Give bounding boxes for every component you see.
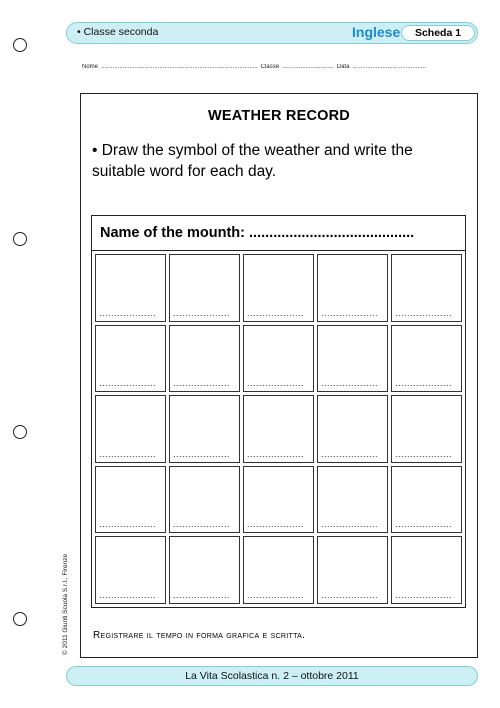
day-word-line[interactable]: ................... bbox=[247, 378, 305, 389]
class-field-label: Classe bbox=[260, 64, 280, 70]
day-word-line[interactable]: ................... bbox=[173, 378, 231, 389]
day-cell[interactable] bbox=[169, 325, 240, 393]
name-field[interactable]: .............................................................................................. bbox=[101, 64, 258, 70]
binder-hole-4 bbox=[13, 612, 27, 626]
day-word-line[interactable]: ................... bbox=[247, 519, 305, 530]
day-word-line[interactable]: ................... bbox=[395, 448, 453, 459]
day-cell[interactable] bbox=[243, 254, 314, 322]
day-cell[interactable] bbox=[317, 536, 388, 604]
binder-hole-3 bbox=[13, 425, 27, 439]
day-cell[interactable] bbox=[169, 536, 240, 604]
day-cell[interactable] bbox=[169, 466, 240, 534]
date-label: Data bbox=[336, 64, 350, 70]
day-word-line[interactable]: ................... bbox=[173, 519, 231, 530]
day-cell[interactable] bbox=[95, 254, 166, 322]
day-cell[interactable] bbox=[95, 466, 166, 534]
day-cell[interactable] bbox=[391, 254, 462, 322]
worksheet-footer-note: Registrare il tempo in forma grafica e scritta. bbox=[93, 630, 306, 641]
day-word-line[interactable]: ................... bbox=[395, 307, 453, 318]
month-name-field[interactable]: Name of the mounth: ......................................... bbox=[91, 215, 466, 251]
binder-hole-2 bbox=[13, 232, 27, 246]
subject-label: Inglese bbox=[352, 24, 401, 40]
day-word-line[interactable]: ................... bbox=[395, 589, 453, 600]
weather-day-grid bbox=[91, 251, 466, 608]
day-cell[interactable] bbox=[391, 325, 462, 393]
day-cell[interactable] bbox=[243, 536, 314, 604]
day-word-line[interactable]: ................... bbox=[321, 448, 379, 459]
sheet-number-badge: Scheda 1 bbox=[401, 25, 475, 41]
student-info-line bbox=[82, 64, 480, 76]
day-word-line[interactable]: ................... bbox=[321, 307, 379, 318]
day-cell[interactable] bbox=[169, 395, 240, 463]
day-word-line[interactable]: ................... bbox=[321, 589, 379, 600]
day-cell[interactable] bbox=[95, 395, 166, 463]
day-word-line[interactable]: ................... bbox=[247, 307, 305, 318]
day-cell[interactable] bbox=[95, 325, 166, 393]
day-cell[interactable] bbox=[169, 254, 240, 322]
day-cell[interactable] bbox=[317, 466, 388, 534]
day-cell[interactable] bbox=[391, 395, 462, 463]
binder-hole-1 bbox=[13, 38, 27, 52]
worksheet-instruction: • Draw the symbol of the weather and write the suitable word for each day. bbox=[92, 142, 413, 180]
header-bar bbox=[66, 22, 478, 44]
day-word-line[interactable]: ................... bbox=[247, 589, 305, 600]
day-cell[interactable] bbox=[95, 536, 166, 604]
day-cell[interactable] bbox=[391, 466, 462, 534]
class-label: • Classe seconda bbox=[77, 26, 159, 38]
day-word-line[interactable]: ................... bbox=[99, 448, 157, 459]
worksheet-frame bbox=[80, 93, 478, 658]
worksheet-title: WEATHER RECORD bbox=[208, 108, 350, 124]
day-cell[interactable] bbox=[243, 466, 314, 534]
day-word-line[interactable]: ................... bbox=[247, 448, 305, 459]
name-label: Nome bbox=[82, 64, 99, 70]
day-word-line[interactable]: ................... bbox=[395, 519, 453, 530]
day-word-line[interactable]: ................... bbox=[99, 307, 157, 318]
class-field[interactable]: ............................... bbox=[282, 64, 334, 70]
day-cell[interactable] bbox=[317, 395, 388, 463]
day-cell[interactable] bbox=[391, 536, 462, 604]
day-word-line[interactable]: ................... bbox=[173, 448, 231, 459]
day-cell[interactable] bbox=[317, 254, 388, 322]
day-word-line[interactable]: ................... bbox=[173, 307, 231, 318]
day-word-line[interactable]: ................... bbox=[99, 519, 157, 530]
day-cell[interactable] bbox=[243, 325, 314, 393]
footer-bar: La Vita Scolastica n. 2 – ottobre 2011 bbox=[66, 666, 478, 686]
day-word-line[interactable]: ................... bbox=[321, 378, 379, 389]
day-word-line[interactable]: ................... bbox=[173, 589, 231, 600]
day-cell[interactable] bbox=[243, 395, 314, 463]
day-word-line[interactable]: ................... bbox=[99, 589, 157, 600]
day-word-line[interactable]: ................... bbox=[99, 378, 157, 389]
day-word-line[interactable]: ................... bbox=[395, 378, 453, 389]
date-field[interactable]: ............................................ bbox=[352, 64, 426, 70]
day-cell[interactable] bbox=[317, 325, 388, 393]
copyright-notice: © 2011 Giunti Scuola S.r.l., Firenze bbox=[62, 553, 69, 655]
day-word-line[interactable]: ................... bbox=[321, 519, 379, 530]
